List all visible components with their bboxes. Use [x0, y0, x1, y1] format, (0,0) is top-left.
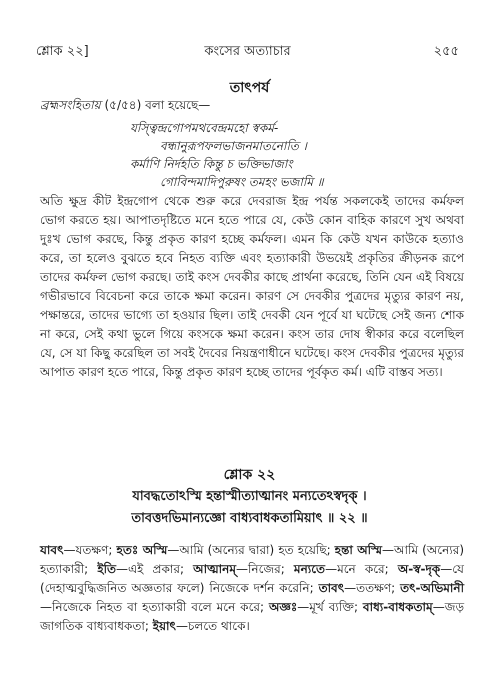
quote-line: বন্ধানুরূপফলভাজনমাতনোতি ।: [160, 139, 307, 153]
synonym-meaning: —এই প্রকার;: [116, 562, 194, 576]
sloka-text: [0, 486, 499, 530]
header-verse-ref: শ্লোক ২২]: [36, 44, 89, 59]
synonym-word: অজ্ঞঃ: [268, 600, 298, 614]
synonyms-paragraph: [40, 541, 464, 636]
synonym-word: আত্মানম্: [193, 562, 236, 576]
synonym-meaning: —নিজের;: [236, 562, 294, 576]
synonym-word: তৎ-অভিমানী: [400, 581, 464, 595]
synonym-word: ইতি: [97, 562, 117, 576]
header-chapter-title: কংসের অত্যাচার: [204, 44, 291, 59]
synonym-word: ইয়াৎ: [152, 619, 176, 633]
synonym-word: অ-স্ব-দৃক্: [397, 562, 441, 576]
sloka-line: তাবত্তদভিমান্যজ্ঞো বাধ্যবাধকতামিয়াৎ ॥ ২২ ॥: [131, 511, 368, 526]
synonym-meaning: —ততক্ষণ;: [344, 581, 401, 595]
synonym-word: তাবৎ: [318, 581, 345, 595]
synonym-meaning: —নিজেকে নিহত বা হত্যাকারী বলে মনে করে;: [40, 600, 269, 614]
quote-line: গোবিন্দমাদিপুরুষং তমহং ভজামি ॥: [160, 175, 324, 189]
synonym-meaning: —যতক্ষণ;: [63, 543, 117, 557]
purport-title: তাৎপর্য: [229, 80, 270, 96]
running-header: [36, 42, 459, 62]
quote-line: কর্মাণি নির্দহতি কিন্তু চ ভক্তিভাজাং: [130, 157, 293, 171]
quoted-verse: [130, 119, 324, 191]
synonym-word: বাধ্য-বাধকতাম্: [362, 600, 433, 614]
synonym-word: হতঃ অস্মি: [116, 543, 168, 557]
synonym-meaning: —চলতে থাকে।: [175, 619, 250, 633]
synonym-word: মন্যতে: [293, 562, 326, 576]
synonym-meaning: —জড় জাগতিক বাধ্যবাধকতা;: [40, 600, 465, 633]
synonym-meaning: —যে (দেহাত্মবুদ্ধিজনিত অজ্ঞতার ফলে) নিজেকে দর্শন করেনি;: [40, 562, 464, 595]
synonym-meaning: —মূর্খ ব্যক্তি;: [297, 600, 363, 614]
quote-line: যস্ত্বিন্দ্রগোপমথবেন্দ্রমহো স্বকর্ম-: [130, 121, 279, 135]
synonym-word: হন্তা অস্মি: [334, 543, 382, 557]
sloka-line: যাবদ্ধতোঽস্মি হন্তাস্মীত্যাত্মানং মন্যতেঽস্বদৃক্ ।: [132, 489, 367, 504]
intro-source: ব্রহ্মসংহিতায়: [40, 98, 101, 112]
intro-line: [40, 97, 210, 117]
intro-ref: (৫/৫৪) বলা হয়েছে—: [100, 98, 211, 112]
synonym-meaning: —আমি (অন্যের দ্বারা) হত হয়েছি;: [167, 543, 335, 557]
synonym-meaning: —আমি (অন্যের) হত্যাকারী;: [40, 543, 464, 576]
synonym-word: যাবৎ: [40, 543, 64, 557]
purport-paragraph: অতি ক্ষুদ্র কীট ইন্দ্রগোপ থেকে শুরু করে দেবরাজ ইন্দ্র পর্যন্ত সকলকেই তাদের কর্মফল ভোগ করতে হয়। আপাতদৃষ্টিতে মনে হতে পারে যে, কেউ কোন বাহিক কারণে সুখ অথবা দুঃখ ভোগ করছে, কিন্তু প্রকৃত কারণ হচ্ছে কর্মফল। এমন কি কেউ যখন কাউকে হত্যাও করে, তা হলেও বুঝতে হবে নিহত ব্যক্তি এবং হত্যাকারী উভয়েই প্রকৃতির ক্রীড়নক রূপে তাদের কর্মফল ভোগ করছে। তাই কংস দেবকীর কাছে প্রার্থনা করেছে, তিনি যেন এই বিষয়ে গভীরভাবে বিবেচনা করে তাকে ক্ষমা করেন। কারণ সে দেবকীর পুত্রদের মৃত্যুর কারণ নয়, পক্ষান্তরে, তাদের ভাগ্যে তা হওয়ার ছিল। তাই দেবকী যেন পূর্বে যা ঘটেছে সেই জন্য শোক না করে, সেই কথা ভুলে গিয়ে কংসকে ক্ষমা করেন। কংস তার দোষ স্বীকার করে বলেছিল যে, সে যা কিছু করেছিল তা সবই দৈবের নিয়ন্ত্রণাধীনে ঘটেছে। কংস দেবকীর পুত্রদের মৃত্যুর আপাত কারণ হতে পারে, কিন্তু প্রকৃত কারণ হচ্ছে তাদের পূর্বকৃত কর্ম। এটি বাস্তব সত্য।: [40, 194, 464, 379]
sloka-heading: শ্লোক ২২: [223, 467, 276, 483]
page-number: ২৫৫: [433, 44, 459, 59]
synonym-meaning: —মনে করে;: [325, 562, 398, 576]
